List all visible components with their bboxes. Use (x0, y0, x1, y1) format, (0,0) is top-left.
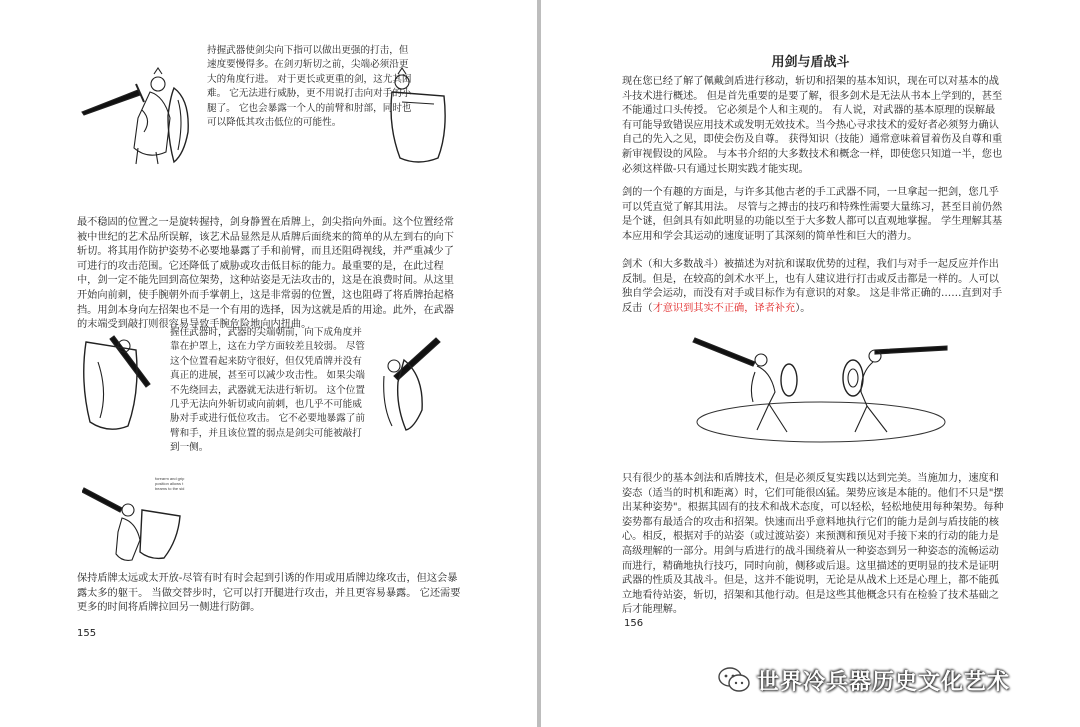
illustration-sword-point-down (78, 60, 208, 170)
illustration-blade-forward-left (78, 322, 168, 442)
right-page (541, 0, 1080, 727)
illustration-shield-front (378, 62, 460, 172)
shield-icon (398, 360, 423, 430)
sword-blade-icon (82, 90, 140, 115)
shield-icon (84, 342, 137, 429)
paragraph-sword-aspect: 剑的一个有趣的方面是，与许多其他古老的手工武器不同，一旦拿起一把剑，您几乎可以凭直觉了解其用法。 尽管与之搏击的技巧和特殊性需要大量练习，甚至目前仍然是个谜，但剑具有如此明显的功能以至于大多数人都可以直观地掌握。 学生理解其基本应用和学会其运动的速度证明了其深刻的简单性和巨大的潜力。 (622, 187, 1003, 242)
sword-blade-icon (875, 346, 947, 354)
paragraph-swordsmanship-end: ）。 (795, 302, 811, 314)
page-number: 156 (624, 618, 644, 629)
paragraph-rotated-grip: 最不稳固的位置之一是旋转握持，剑身静置在盾牌上，剑尖指向外面。这个位置经常被中世纪的艺术品所误解，该艺术品显然是从盾牌后面绕来的简单的从左到右的向下斩切。将其用作防护姿势不必要地暴露了手和前臂，而且还阻碍视线，并严重减少了可进行的攻击范围。它还降低了威胁或攻击低目标的能力。最重要的是，在此过程中，剑一定不能先回到高位架势，这种站姿是无法攻击的，这是在浪费时间。从这里开始向前刺，使手腕朝外而手掌朝上，这是非常弱的位置，这也阻碍了将盾牌抬起格挡。用剑本身向左招架也不是一个有用的选择，因为这就是盾的用途。此外，在武器的末端受到敲打则很容易导致手腕危险地向内扭曲。 (77, 217, 454, 331)
shield-icon (843, 360, 863, 396)
paragraph-sword-point-down: 持握武器使剑尖向下指可以做出更强的打击，但速度要慢得多。在剑刃斩切之前，尖端必须沿更大的角度行进。 对于更长或更重的剑，这尤其困难。 它无法进行威胁，更不用说打击向对手的小腿了。 它也会暴露一个人的前臂和肘部，同时也可以降低其攻击低位的可能性。 (207, 45, 412, 129)
sword-blade-icon (693, 338, 755, 366)
shield-icon (140, 510, 180, 558)
wechat-icon (717, 665, 751, 695)
page-title: 用剑与盾战斗 (771, 55, 850, 70)
paragraph-swordsmanship (622, 258, 1004, 316)
paragraph-intro: 现在您已经了解了佩戴剑盾进行移动，斩切和招架的基本知识，现在可以对基本的战斗技术进行概述。 但是首先重要的是要了解，很多剑术是无法从书本上学到的，甚至不能通过口头传授。 它必须是个人和主观的。 有人说，对武器的基本原理的误解最有可能导致错误应用技术或发明无效技术。当今热心寻求技术的爱好者必须努力确认自己的先入之见，即使会伤及自尊。 获得知识（技能）通常意味着冒着伤及自尊和重新审视假设的风险。 与本书介绍的大多数技术和概念一样，即使您只知道一半，您也必须这样做-只有通过长期实践才能实现。 (622, 76, 1003, 175)
left-page (0, 0, 537, 727)
figure-caption-fragment: forearm and grip position allows t beams to the sid (155, 476, 185, 491)
watermark (717, 662, 1010, 698)
illustration-blade-forward-right (370, 336, 450, 436)
watermark-text: 世界冷兵器历史文化艺术 (757, 669, 1011, 695)
sword-blade-icon (82, 488, 122, 512)
paragraph-swordsmanship-text: 剑术（和大多数战斗）被描述为对抗和谋取优势的过程，我们与对手一起反应并作出反制。但是，在较高的剑术水平上，也有人建议进行打击或反击都是一样的。人可以独自学会运动，而没有对手或目标作为有意识的对象。 这是非常正确的……直到对手反击（ (622, 259, 1003, 314)
paragraph-blade-forward: 握住武器时，武器的尖端朝前，向下成角度并靠在护罩上，这在力学方面较差且较弱。 尽管这个位置看起来防守很好，但仅凭盾牌并没有真正的进展，甚至可以减少攻击性。 如果尖端不先绕回去，武器就无法进行斩切。 这个位置几乎无法向外斩切或向前刺，也几乎不可能威胁对手或进行低位攻击。 它不必要地暴露了前臂和手，并且该位置的弱点是剑尖可能被敲打到一侧。 (170, 327, 365, 454)
paragraph-basic-techniques: 只有很少的基本剑法和盾牌技术，但是必须反复实践以达到完美。当施加力，速度和姿态（适当的时机和距离）时，它们可能很凶猛。架势应该是本能的。他们不只是"摆出某种姿势"。根据其固有的技术和战术态度，可以轻松，轻松地使用每种架势。每种姿势都有最适合的攻击和招架。快速而出乎意料地执行它们的能力是剑与盾技能的核心。相反，根据对手的站姿（或过渡站姿）来预测和预见对手接下来的行动的能力是高级理解的一部分。用剑与盾进行的战斗围绕着从一种姿态到另一种姿态的流畅运动而进行，精确地执行技巧，同时向前，侧移或后退。这里描述的更明显的技术是证明武器的性质及其战斗。但是，这并不能说明，无论是从战术上还是心理上，都不能孤立地看待站姿，斩切，招架和其他行动。但是这些其他概念只有在检验了技术基础之后才能理解。 (622, 473, 1004, 616)
translator-note: 才意识到其实不正确，译者补充 (652, 302, 796, 314)
paragraph-shield-too-open: 保持盾牌太远或太开放-尽管有时有时会起到引诱的作用或用盾牌边缘攻击，但这会暴露太多的躯干。 当做交替步时，它可以打开腿进行攻击，并且更容易暴露。 它还需要更多的时间将盾牌拉回另一侧进行防御。 (77, 573, 461, 614)
illustration-two-fighters (691, 332, 951, 452)
page-number: 155 (77, 628, 97, 639)
shield-icon (168, 88, 188, 162)
shield-icon (781, 364, 797, 396)
